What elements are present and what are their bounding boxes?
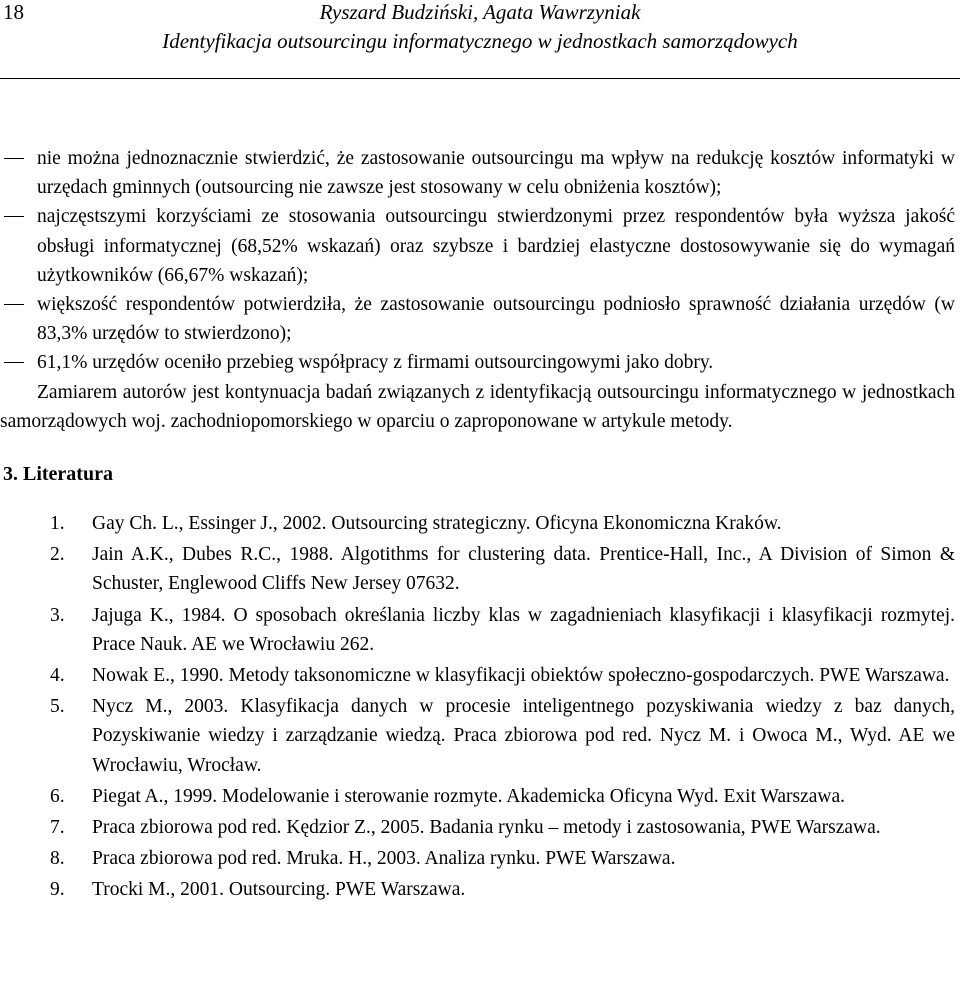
- reference-text: Jain A.K., Dubes R.C., 1988. Algotithms for clustering data. Prentice-Hall, Inc., A Division of Simon & Schuster, Englewood Cliffs New Jersey 07632.: [92, 544, 955, 595]
- list-item-text: 61,1% urzędów oceniło przebieg współpracy z firmami outsourcingowymi jako dobry.: [37, 352, 714, 374]
- page-body: [0, 144, 955, 907]
- list-item: [0, 290, 955, 348]
- running-head-title: Identyfikacja outsourcingu informatycznego w jednostkach samorządowych: [162, 29, 798, 53]
- reference-text: Nowak E., 1990. Metody taksonomiczne w klasyfikacji obiektów społeczno-gospodarczych. PWE Warszawa.: [92, 665, 950, 687]
- dash-bullet-icon: [4, 216, 24, 217]
- section-heading: 3. Literatura: [3, 463, 113, 486]
- reference-text: Jajuga K., 1984. O sposobach określania liczby klas w zagadnieniach klasyfikacji i klasyfikacji rozmytej. Prace Nauk. AE we Wrocławiu 262.: [92, 604, 955, 655]
- reference-number: 4.: [50, 665, 65, 687]
- list-item-text: najczęstszymi korzyściami ze stosowania outsourcingu stwierdzonymi przez respondentów była wyższa jakość obsługi informatycznej (68,52% wskazań) oraz szybsze i bardziej elastyczne dostosowywanie się do wymagań użytkowników (66,67% wskazań);: [37, 206, 955, 286]
- dash-bullet-icon: [4, 304, 24, 305]
- reference-list: [0, 509, 955, 905]
- reference-number: 9.: [50, 879, 65, 901]
- page-number: 18: [3, 0, 24, 24]
- reference-number: 2.: [50, 544, 65, 566]
- reference-item: [0, 813, 955, 842]
- closing-paragraph: Zamiarem autorów jest kontynuacja badań związanych z identyfikacją outsourcingu informatycznego w jednostkach samorządowych woj. zachodniopomorskiego w oparciu o zaproponowane w artykule metody.: [0, 381, 955, 432]
- conclusions-list: [0, 144, 955, 378]
- reference-item: [0, 509, 955, 538]
- list-item: [0, 202, 955, 290]
- reference-item: [0, 875, 955, 904]
- reference-number: 7.: [50, 817, 65, 839]
- dash-bullet-icon: [4, 362, 24, 363]
- reference-text: Gay Ch. L., Essinger J., 2002. Outsourcing strategiczny. Oficyna Ekonomiczna Kraków.: [92, 513, 782, 535]
- reference-item: [0, 782, 955, 811]
- reference-item: [0, 844, 955, 873]
- running-head-authors: Ryszard Budziński, Agata Wawrzyniak: [319, 0, 641, 24]
- reference-text: Trocki M., 2001. Outsourcing. PWE Warszawa.: [92, 879, 466, 901]
- reference-item: [0, 540, 955, 598]
- reference-number: 3.: [50, 604, 65, 626]
- list-item: [0, 144, 955, 202]
- header-divider: [0, 78, 960, 79]
- reference-text: Nycz M., 2003. Klasyfikacja danych w procesie inteligentnego pozyskiwania wiedzy z baz danych, Pozyskiwanie wiedzy i zarządzanie wiedzą. Praca zbiorowa pod red. Nycz M. i Owoca M., Wyd. AE we Wrocławiu, Wrocław.: [92, 696, 955, 776]
- reference-number: 8.: [50, 848, 65, 870]
- reference-text: Praca zbiorowa pod red. Kędzior Z., 2005. Badania rynku – metody i zastosowania, PWE Warszawa.: [92, 817, 881, 839]
- reference-item: [0, 661, 955, 690]
- reference-item: [0, 601, 955, 659]
- reference-text: Praca zbiorowa pod red. Mruka. H., 2003. Analiza rynku. PWE Warszawa.: [92, 848, 676, 870]
- reference-text: Piegat A., 1999. Modelowanie i sterowanie rozmyte. Akademicka Oficyna Wyd. Exit Warszawa.: [92, 785, 846, 807]
- reference-item: [0, 692, 955, 780]
- list-item: [0, 348, 955, 377]
- list-item-text: nie można jednoznacznie stwierdzić, że zastosowanie outsourcingu ma wpływ na redukcję kosztów informatyki w urzędach gminnych (outsourcing nie zawsze jest stosowany w celu obniżenia kosztów);: [37, 148, 955, 199]
- list-item-text: większość respondentów potwierdziła, że zastosowanie outsourcingu podniosło sprawność działania urzędów (w 83,3% urzędów to stwierdzono);: [37, 294, 955, 345]
- reference-number: 5.: [50, 696, 65, 718]
- reference-number: 1.: [50, 513, 65, 535]
- reference-number: 6.: [50, 785, 65, 807]
- page-header: [0, 0, 960, 80]
- dash-bullet-icon: [4, 158, 24, 159]
